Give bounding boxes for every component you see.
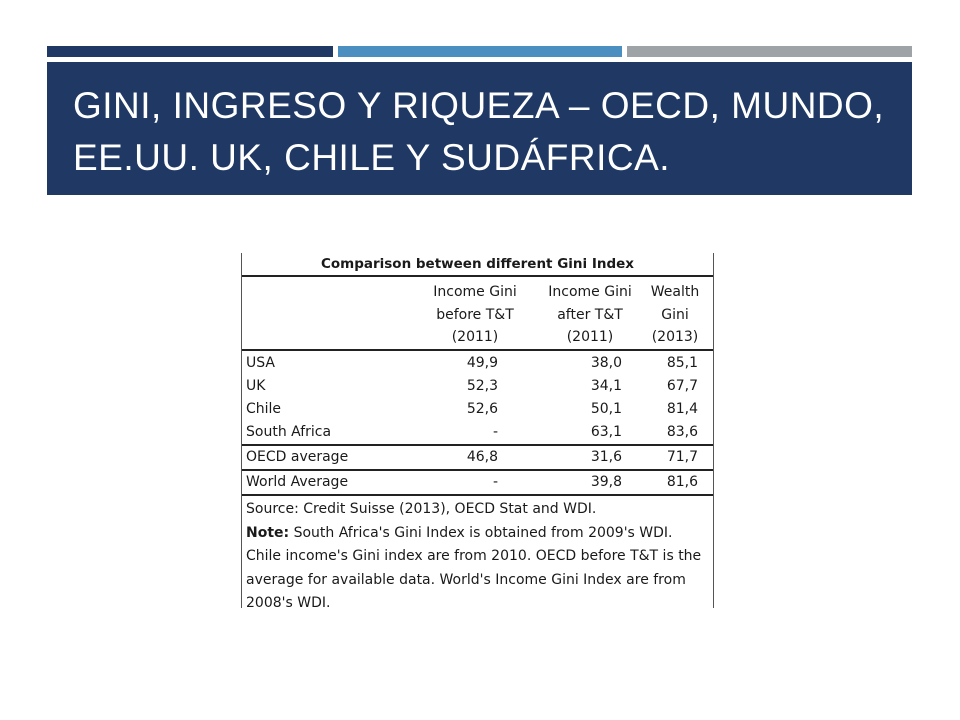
table-row bbox=[242, 398, 713, 421]
header-wealth-gini bbox=[644, 281, 706, 349]
note-line: 2008's WDI. bbox=[246, 595, 331, 611]
table-header bbox=[242, 277, 713, 351]
header-income-gini-after bbox=[540, 281, 640, 349]
gini-table bbox=[241, 253, 714, 611]
header-line: (2011) bbox=[451, 329, 499, 345]
table-row bbox=[242, 375, 713, 398]
cell-income-after: 50,1 bbox=[590, 401, 622, 417]
cell-income-before: 49,9 bbox=[466, 355, 498, 371]
cell-income-before: - bbox=[492, 424, 498, 440]
country-rows bbox=[242, 351, 713, 446]
cell-wealth: 83,6 bbox=[666, 424, 698, 440]
accent-bar-gray bbox=[627, 46, 912, 57]
header-line: before T&T bbox=[436, 306, 514, 323]
accent-bar-dark bbox=[47, 46, 333, 57]
cell-income-after: 31,6 bbox=[590, 449, 622, 465]
note-line: Chile income's Gini index are from 2010. OECD before T&T is the bbox=[246, 548, 702, 564]
slide-title: GINI, INGRESO Y RIQUEZA – OECD, MUNDO, EE.UU. UK, CHILE Y SUDÁFRICA. bbox=[73, 85, 885, 178]
cell-income-before: - bbox=[492, 474, 498, 490]
table-row bbox=[242, 421, 713, 446]
title-banner bbox=[47, 62, 912, 195]
row-label: World Average bbox=[246, 474, 349, 490]
cell-income-after: 39,8 bbox=[590, 474, 622, 490]
table-notes bbox=[242, 496, 713, 616]
cell-income-after: 63,1 bbox=[590, 424, 622, 440]
cell-income-before: 52,3 bbox=[466, 378, 498, 394]
header-line: Wealth bbox=[650, 284, 700, 300]
header-line: Income Gini bbox=[548, 284, 632, 300]
cell-wealth: 71,7 bbox=[666, 449, 698, 465]
header-line: Gini bbox=[661, 306, 689, 323]
cell-income-before: 46,8 bbox=[466, 449, 498, 465]
header-income-gini-before bbox=[420, 281, 530, 349]
row-label: OECD average bbox=[246, 449, 349, 465]
row-label: USA bbox=[246, 355, 275, 371]
table-row-oecd bbox=[242, 446, 713, 471]
cell-wealth: 81,6 bbox=[666, 474, 698, 490]
cell-wealth: 67,7 bbox=[666, 378, 698, 394]
header-line: Income Gini bbox=[433, 284, 517, 300]
header-line: after T&T bbox=[557, 306, 623, 323]
cell-wealth: 85,1 bbox=[666, 355, 698, 371]
row-label: South Africa bbox=[246, 424, 332, 440]
cell-wealth: 81,4 bbox=[666, 401, 698, 417]
table-row-world bbox=[242, 471, 713, 496]
note-label: Note: bbox=[246, 524, 290, 541]
row-label: UK bbox=[246, 378, 266, 394]
source-line: Source: Credit Suisse (2013), OECD Stat and WDI. bbox=[246, 501, 597, 517]
note-line: average for available data. World's Income Gini Index are from bbox=[246, 571, 686, 588]
table-caption: Comparison between different Gini Index bbox=[242, 253, 713, 277]
cell-income-after: 34,1 bbox=[590, 378, 622, 394]
note-line bbox=[246, 522, 709, 546]
header-line: (2013) bbox=[651, 329, 699, 345]
row-label: Chile bbox=[246, 401, 282, 417]
note-text: South Africa's Gini Index is obtained from 2009's WDI. bbox=[289, 524, 673, 541]
cell-income-after: 38,0 bbox=[590, 355, 622, 371]
table-row bbox=[242, 352, 713, 375]
accent-bar-blue bbox=[338, 46, 622, 57]
cell-income-before: 52,6 bbox=[466, 401, 498, 417]
header-line: (2011) bbox=[566, 329, 614, 345]
